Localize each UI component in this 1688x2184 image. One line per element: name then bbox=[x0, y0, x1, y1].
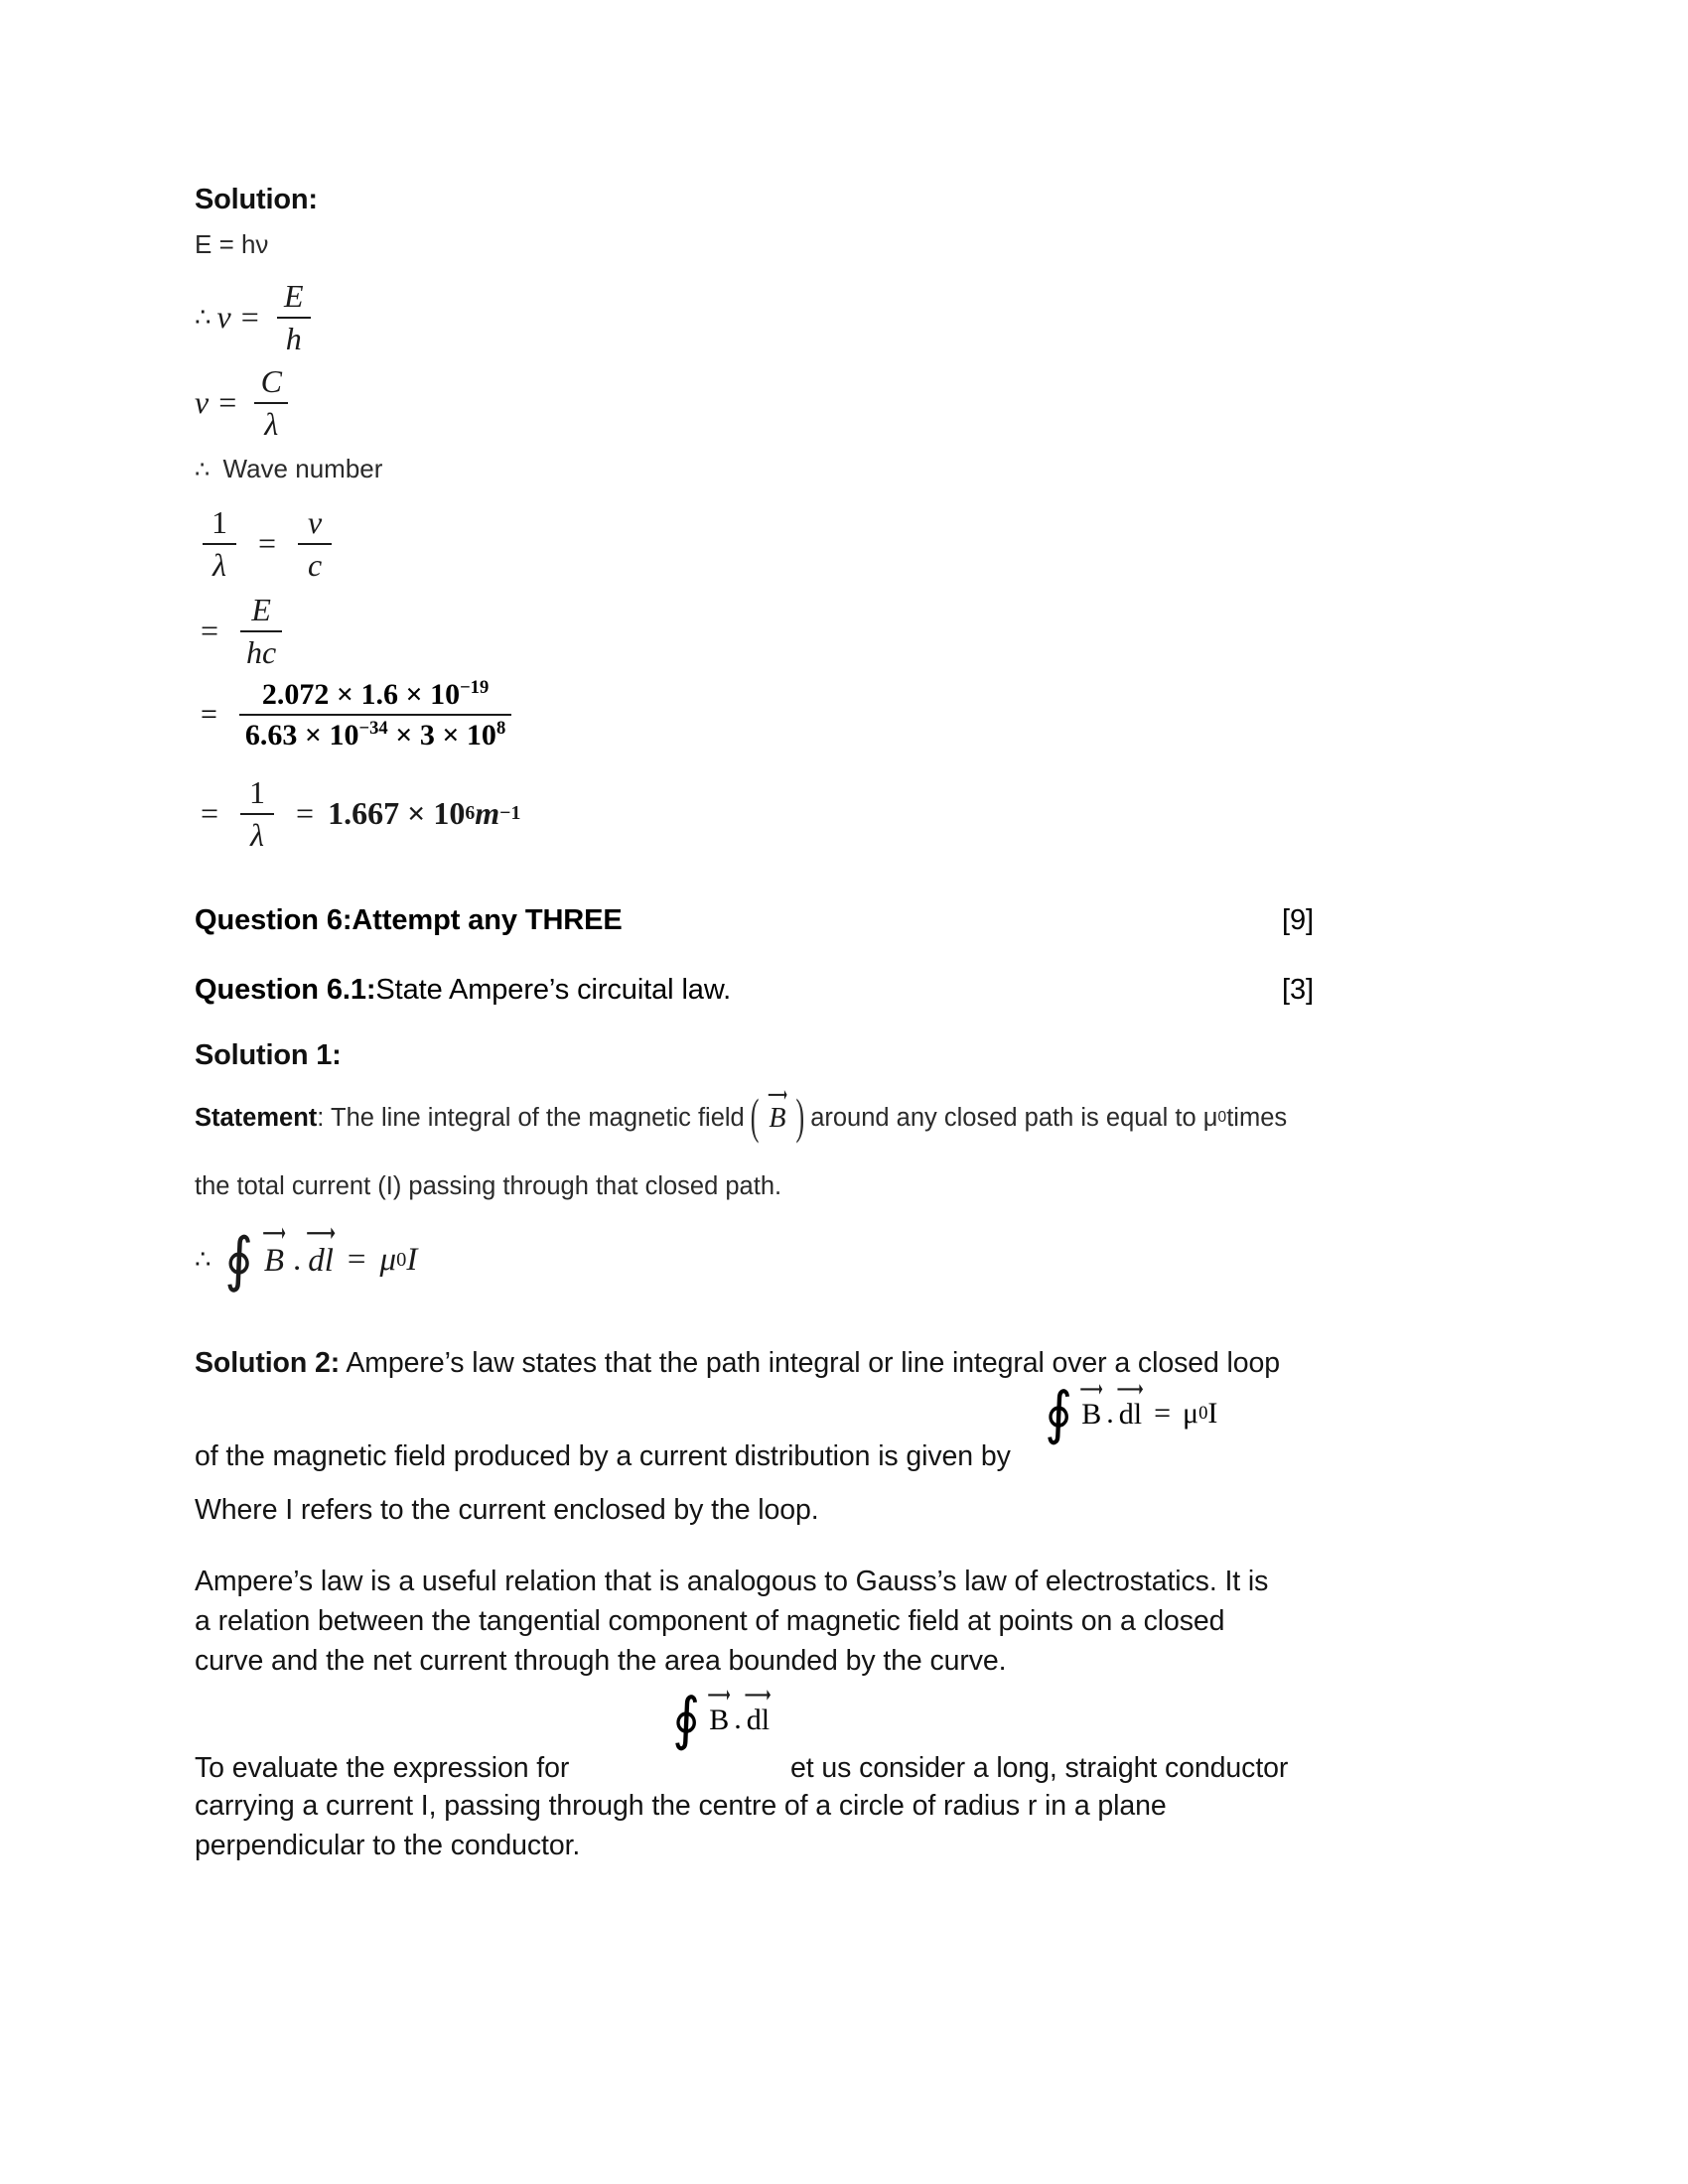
equals-sign: = bbox=[347, 1241, 366, 1278]
mu-subscript: 0 bbox=[1198, 1403, 1208, 1425]
mu-symbol: μ bbox=[379, 1241, 397, 1278]
equals-sign: = bbox=[296, 795, 315, 832]
fraction-denominator: hc bbox=[246, 633, 277, 670]
paragraph-3-line-2-row bbox=[195, 1786, 1485, 1826]
vector-B-symbol: B bbox=[769, 1103, 786, 1134]
result-value: 1.667 × 10 bbox=[328, 795, 466, 832]
paragraph-2-line-3: curve and the net current through the area bounded by the curve. bbox=[195, 1645, 1007, 1677]
statement-text-part-3: times bbox=[1226, 1103, 1288, 1132]
question-6-row bbox=[195, 904, 1485, 974]
paragraph-3-line-1-part-a: To evaluate the expression for bbox=[195, 1752, 570, 1784]
nu-equals-E-over-h-row bbox=[195, 271, 1485, 360]
fraction-denominator: λ bbox=[264, 405, 279, 442]
fraction-numerator: E bbox=[284, 278, 304, 314]
formula-final-result bbox=[201, 775, 520, 852]
solution-2-line-2-text: of the magnetic field produced by a current distribution is given by bbox=[195, 1440, 1011, 1472]
dot-product-symbol: . bbox=[292, 1241, 302, 1278]
question-6-marks: [9] bbox=[1282, 904, 1314, 936]
vector-dl-symbol: dl bbox=[746, 1704, 771, 1737]
nu-symbol: v bbox=[216, 299, 231, 336]
denominator-exponent-a: −34 bbox=[358, 718, 388, 740]
fraction-bar bbox=[240, 630, 282, 632]
nu-equals-C-over-lambda-row bbox=[195, 360, 1485, 448]
wave-number-label: Wave number bbox=[222, 454, 383, 483]
vector-arrow-icon bbox=[708, 1687, 730, 1700]
formula-equals-E-over-hc bbox=[201, 593, 290, 669]
vector-dl-symbol: dl bbox=[308, 1242, 334, 1279]
ampere-law-formula-row bbox=[195, 1227, 1485, 1327]
one-over-lambda-equals-nu-over-c-row bbox=[195, 505, 1485, 593]
numeric-substitution-row bbox=[195, 678, 1485, 775]
contour-integral-icon: ∮ bbox=[1045, 1381, 1073, 1445]
statement-line-2: the total current (I) passing through that closed path. bbox=[195, 1172, 782, 1200]
result-unit-exponent: −1 bbox=[499, 802, 521, 825]
fraction-denominator bbox=[239, 719, 511, 751]
vector-B bbox=[709, 1702, 729, 1737]
fraction-bar bbox=[254, 402, 288, 404]
equals-E-over-hc-row bbox=[195, 593, 1485, 678]
formula-wave-number bbox=[195, 505, 340, 582]
fraction-denominator: c bbox=[307, 546, 323, 583]
dot-product-symbol: . bbox=[1106, 1397, 1114, 1431]
equals-sign: = bbox=[201, 613, 219, 649]
paragraph-3-line-3: perpendicular to the conductor. bbox=[195, 1830, 581, 1861]
contour-integral-icon: ∮ bbox=[672, 1687, 701, 1751]
solution-heading: Solution: bbox=[195, 184, 318, 215]
fraction-numerator: v bbox=[307, 504, 323, 540]
numerator-exponent: −19 bbox=[460, 677, 490, 698]
vector-dl bbox=[747, 1702, 770, 1737]
mu-symbol: μ bbox=[1183, 1397, 1199, 1431]
formula-nu-equals-E-over-h bbox=[195, 279, 319, 355]
vector-B-parenthesized bbox=[745, 1089, 810, 1145]
paragraph-3-line-1-part-b: et us consider a long, straight conductor bbox=[790, 1752, 1289, 1784]
fraction-bar bbox=[277, 317, 311, 319]
solution-2-line-3-row bbox=[195, 1490, 1485, 1556]
contour-integral-icon: ∮ bbox=[223, 1227, 253, 1293]
wave-number-label-row bbox=[195, 448, 1485, 505]
therefore-icon: ∴ bbox=[195, 1245, 211, 1274]
energy-relation: E = hν bbox=[195, 229, 269, 259]
fraction-E-over-h bbox=[277, 279, 311, 355]
vector-B-symbol: B bbox=[1081, 1398, 1102, 1432]
vector-dl bbox=[308, 1241, 334, 1280]
vector-B-symbol: B bbox=[263, 1242, 284, 1279]
fraction-numerator: E bbox=[251, 592, 271, 627]
wave-number-line bbox=[195, 454, 382, 483]
fraction-bar bbox=[203, 543, 236, 545]
mu-zero-subscript: 0 bbox=[1217, 1109, 1227, 1126]
fraction-denominator: λ bbox=[250, 816, 264, 853]
formula-ampere-circuital-law bbox=[195, 1227, 418, 1293]
fraction-denominator: h bbox=[285, 320, 302, 356]
paragraph-3-line-3-row bbox=[195, 1826, 1485, 1865]
therefore-icon: ∴ bbox=[195, 458, 211, 483]
vector-B-symbol: B bbox=[709, 1704, 730, 1737]
mu-subscript: 0 bbox=[396, 1248, 407, 1271]
formula-nu-equals-C-over-lambda bbox=[195, 364, 296, 441]
final-result-row bbox=[195, 775, 1485, 867]
paragraph-2-line-1: Ampere’s law is a useful relation that is analogous to Gauss’s law of electrostatics. It is bbox=[195, 1566, 1269, 1597]
vector-dl-symbol: dl bbox=[1118, 1398, 1143, 1432]
solution-2-heading: Solution 2: bbox=[195, 1347, 341, 1379]
solution-2-line-2-row bbox=[195, 1381, 1485, 1490]
solution-1-heading-row bbox=[195, 1039, 1485, 1101]
energy-relation-row bbox=[195, 229, 1485, 271]
fraction-denominator: λ bbox=[212, 546, 226, 583]
vector-B bbox=[769, 1101, 785, 1135]
statement-line-2-row bbox=[195, 1172, 1485, 1236]
fraction-numerator: C bbox=[260, 363, 282, 399]
statement-line-1 bbox=[195, 1089, 1288, 1145]
vector-dl bbox=[1119, 1396, 1142, 1432]
fraction-E-over-hc bbox=[240, 593, 282, 669]
question-6-text: Attempt any THREE bbox=[352, 904, 623, 936]
question-6-label: Question 6: bbox=[195, 904, 352, 936]
solution-2-line-1-text: Ampere’s law states that the path integral or line integral over a closed loop bbox=[340, 1347, 1281, 1379]
vector-B bbox=[264, 1241, 284, 1280]
nu-symbol: v bbox=[195, 384, 210, 421]
question-6-1-row bbox=[195, 974, 1485, 1039]
equals-sign: = bbox=[258, 525, 277, 562]
question-6-1-label: Question 6.1: bbox=[195, 974, 376, 1006]
fraction-numerator bbox=[256, 678, 494, 711]
fraction-numerator: 1 bbox=[211, 504, 227, 540]
fraction-one-over-lambda bbox=[203, 505, 236, 582]
vector-arrow-icon bbox=[745, 1687, 771, 1700]
question-6-1-marks: [3] bbox=[1282, 974, 1314, 1006]
solution-heading-row bbox=[195, 184, 1485, 229]
fraction-nu-over-c bbox=[298, 505, 332, 582]
equals-sign: = bbox=[1154, 1397, 1171, 1431]
equals-sign: = bbox=[218, 384, 237, 421]
statement-line-1-row bbox=[195, 1089, 1485, 1172]
solution-1-heading: Solution 1: bbox=[195, 1039, 342, 1071]
statement-label: Statement bbox=[195, 1103, 318, 1132]
current-symbol: I bbox=[1207, 1397, 1218, 1431]
solution-2-paragraph-3-line-1-row bbox=[195, 1687, 1485, 1786]
denominator-exponent-b: 8 bbox=[495, 718, 506, 740]
fraction-bar bbox=[240, 813, 274, 815]
statement-text-part-1: : The line integral of the magnetic field bbox=[317, 1103, 745, 1132]
therefore-icon: ∴ bbox=[195, 302, 211, 332]
result-unit: m bbox=[475, 795, 500, 832]
statement-text-part-2: around any closed path is equal to μ bbox=[810, 1103, 1218, 1132]
formula-numeric-substitution bbox=[201, 678, 519, 752]
equals-sign: = bbox=[201, 698, 217, 732]
paragraph-2-line-2: a relation between the tangential component of magnetic field at points on a closed bbox=[195, 1605, 1225, 1637]
dot-product-symbol: . bbox=[734, 1703, 742, 1736]
solution-2-line-1 bbox=[195, 1347, 1280, 1379]
denominator-value-a: 6.63 × 10 bbox=[244, 719, 359, 752]
fraction-bar bbox=[239, 714, 511, 716]
document-content bbox=[195, 184, 1485, 1865]
solution-2-line-1-row bbox=[195, 1343, 1485, 1399]
fraction-numeric bbox=[239, 678, 511, 752]
fraction-C-over-lambda bbox=[254, 364, 288, 441]
question-6-1-text: State Ampere’s circuital law. bbox=[375, 974, 732, 1006]
current-symbol: I bbox=[406, 1241, 418, 1278]
paragraph-3-line-2: carrying a current I, passing through the centre of a circle of radius r in a plane bbox=[195, 1790, 1167, 1822]
equals-sign: = bbox=[240, 299, 259, 336]
numerator-value: 2.072 × 1.6 × 10 bbox=[261, 678, 461, 711]
formula-ampere-law-inline-1 bbox=[1044, 1381, 1218, 1445]
formula-ampere-law-inline-2 bbox=[671, 1687, 771, 1751]
right-paren: ) bbox=[795, 1089, 805, 1145]
fraction-bar bbox=[298, 543, 332, 545]
vector-B bbox=[1081, 1396, 1101, 1432]
denominator-value-b: × 3 × 10 bbox=[387, 719, 496, 752]
solution-2-line-3: Where I refers to the current enclosed by the loop. bbox=[195, 1494, 819, 1526]
solution-2-paragraph-2 bbox=[195, 1562, 1485, 1689]
equals-sign: = bbox=[201, 795, 219, 832]
fraction-one-over-lambda bbox=[240, 775, 274, 852]
left-paren: ( bbox=[750, 1089, 760, 1145]
fraction-numerator: 1 bbox=[249, 774, 266, 810]
result-exponent: 6 bbox=[465, 802, 476, 825]
